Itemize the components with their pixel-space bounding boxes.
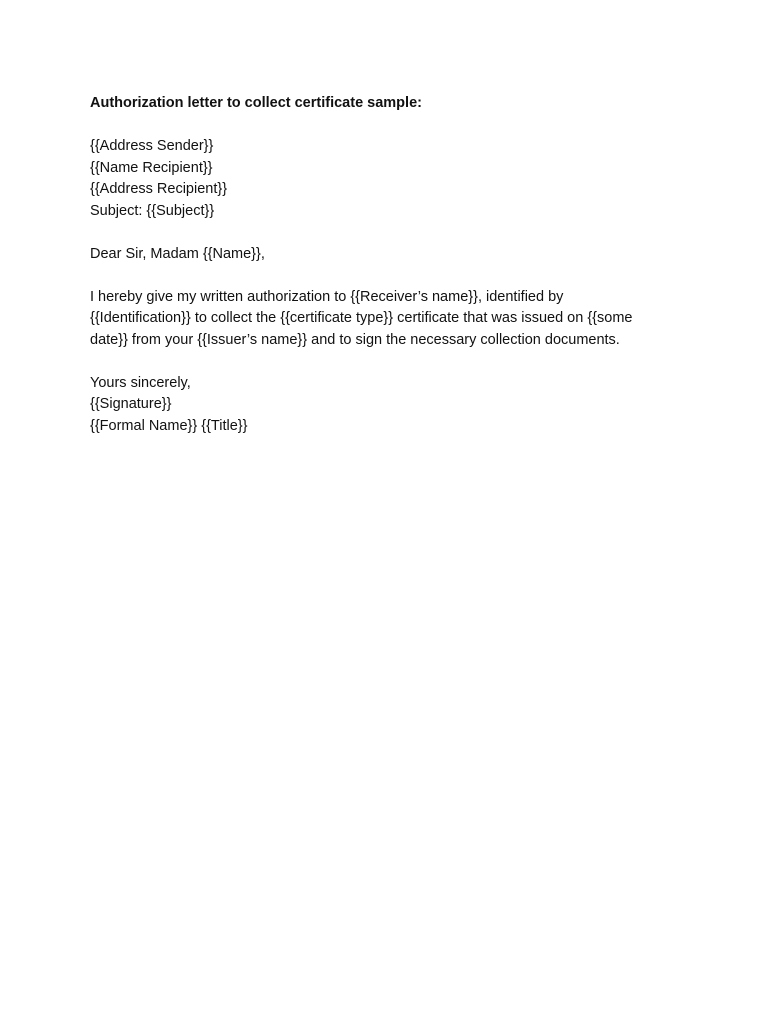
address-recipient: {{Address Recipient}}	[90, 181, 228, 197]
document-title: Authorization letter to collect certificate sample:	[90, 95, 422, 111]
letter-content	[90, 93, 690, 437]
subject-line: Subject: {{Subject}}	[90, 202, 215, 219]
body-line: date}} from your {{Issuer’s name}} and to sign the necessary collection documents.	[90, 331, 620, 348]
salutation: Dear Sir, Madam {{Name}},	[90, 245, 265, 262]
formal-name-title: {{Formal Name}} {{Title}}	[90, 417, 248, 434]
closing-block	[90, 373, 690, 438]
address-block	[90, 136, 690, 222]
salutation-block	[90, 244, 690, 266]
body-paragraph	[90, 287, 690, 352]
body-line: I hereby give my written authorization to {{Receiver’s name}}, identified by	[90, 288, 564, 305]
address-sender: {{Address Sender}}	[90, 138, 214, 154]
closing-phrase: Yours sincerely,	[90, 374, 191, 391]
name-recipient: {{Name Recipient}}	[90, 159, 213, 176]
signature-placeholder: {{Signature}}	[90, 396, 172, 412]
body-line: {{Identification}} to collect the {{certificate type}} certificate that was issued on {{some	[90, 310, 633, 326]
